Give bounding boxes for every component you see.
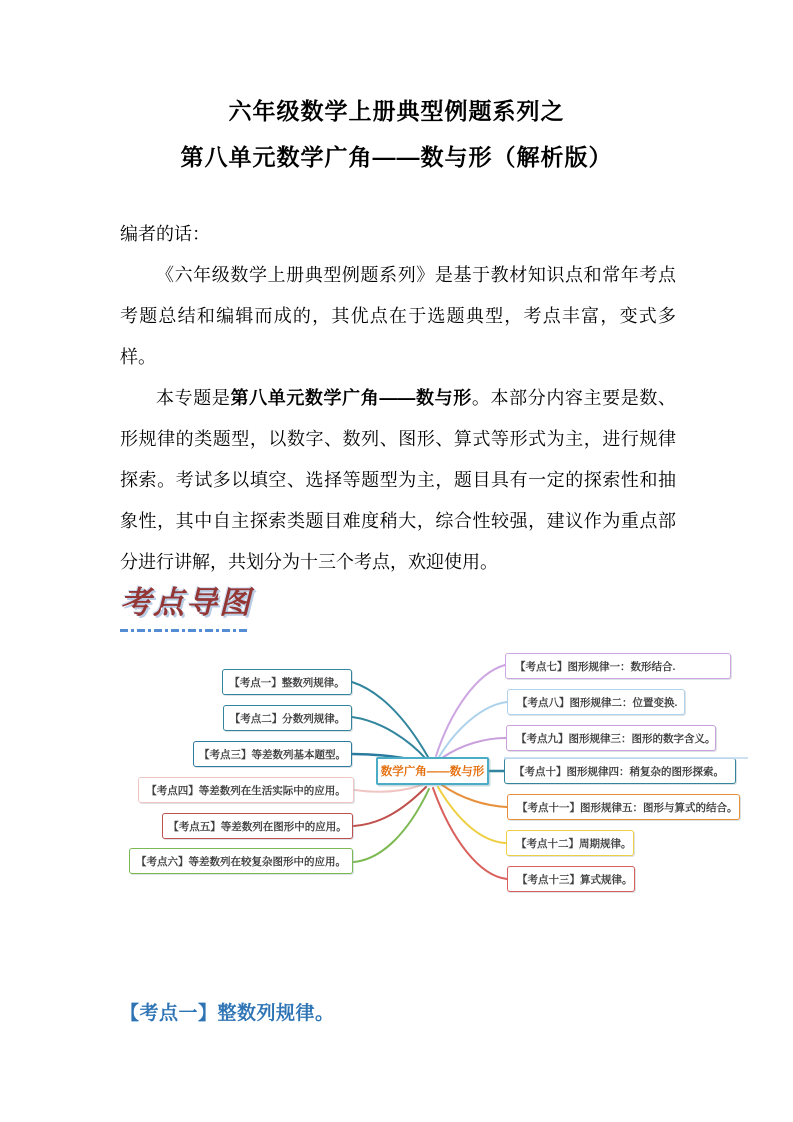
title-line-2: 第八单元数学广角——数与形（解析版） <box>180 144 613 170</box>
mindmap-node-kaodian-3: 【考点三】等差数列基本题型。 <box>193 741 352 767</box>
paragraph-1: 《六年级数学上册典型例题系列》是基于教材知识点和常年考点考题总结和编辑而成的，其优点在于选题典型，考点丰富，变式多样。 <box>120 265 676 367</box>
mindmap <box>120 645 750 900</box>
mindmap-node-kaodian-10: 【考点十】图形规律四：稍复杂的图形探索。 <box>504 758 736 784</box>
mindmap-node-kaodian-5: 【考点五】等差数列在图形中的应用。 <box>162 813 353 839</box>
connector-kaodian-5 <box>354 787 426 826</box>
mindmap-node-kaodian-7: 【考点七】图形规律一：数形结合. <box>505 653 731 679</box>
connector-kaodian-2 <box>352 717 426 759</box>
connector-kaodian-12 <box>438 787 506 843</box>
mindmap-node-kaodian-6: 【考点六】等差数列在较复杂图形中的应用。 <box>129 848 353 874</box>
document-title <box>0 0 793 180</box>
mindmap-node-kaodian-4: 【考点四】等差数列在生活实际中的应用。 <box>138 777 354 803</box>
section-1-heading: 【考点一】整数列规律。 <box>120 1003 335 1024</box>
paragraph-2-prefix: 本专题是 <box>156 388 231 408</box>
paragraph-2 <box>120 378 676 583</box>
mindmap-node-kaodian-9: 【考点九】图形规律三：图形的数字含义。 <box>506 725 716 751</box>
connector-kaodian-13 <box>433 788 507 879</box>
connector-kaodian-6 <box>354 789 429 862</box>
connector-kaodian-4 <box>355 785 422 792</box>
mindmap-center-node: 数学广角——数与形 <box>376 757 489 785</box>
map-heading-text: 考点导图 <box>120 585 252 621</box>
paragraph-2-suffix: 。本部分内容主要是数、形规律的类题型，以数字、数列、图形、算式等形式为主，进行规律探索。考试多以填空、选择等题型为主，题目具有一定的探索性和抽象性，其中自主探索类题目难度稍大，综合性较强，建议作为重点部分进行讲解，共划分为十三个考点，欢迎使用。 <box>120 388 677 572</box>
title-line-1: 六年级数学上册典型例题系列之 <box>228 98 565 124</box>
mindmap-node-kaodian-1: 【考点一】整数列规律。 <box>222 669 352 695</box>
map-heading-underline <box>120 629 250 632</box>
connector-kaodian-11 <box>442 785 507 807</box>
mindmap-node-kaodian-2: 【考点二】分数列规律。 <box>223 705 352 731</box>
paragraph-2-bold-phrase: 第八单元数学广角——数与形 <box>230 388 472 408</box>
mindmap-node-kaodian-13: 【考点十三】算式规律。 <box>507 866 635 892</box>
connector-kaodian-9 <box>442 738 506 758</box>
connector-kaodian-7 <box>436 665 505 756</box>
mindmap-node-kaodian-11: 【考点十一】图形规律五：图形与算式的结合。 <box>507 794 740 820</box>
editor-note-label: 编者的话： <box>120 224 210 244</box>
mindmap-node-kaodian-12: 【考点十二】周期规律。 <box>506 830 634 856</box>
mindmap-node-kaodian-8: 【考点八】图形规律二：位置变换. <box>507 689 685 715</box>
map-heading-block <box>120 583 252 632</box>
body-text <box>120 214 676 583</box>
connector-kaodian-8 <box>439 702 507 757</box>
